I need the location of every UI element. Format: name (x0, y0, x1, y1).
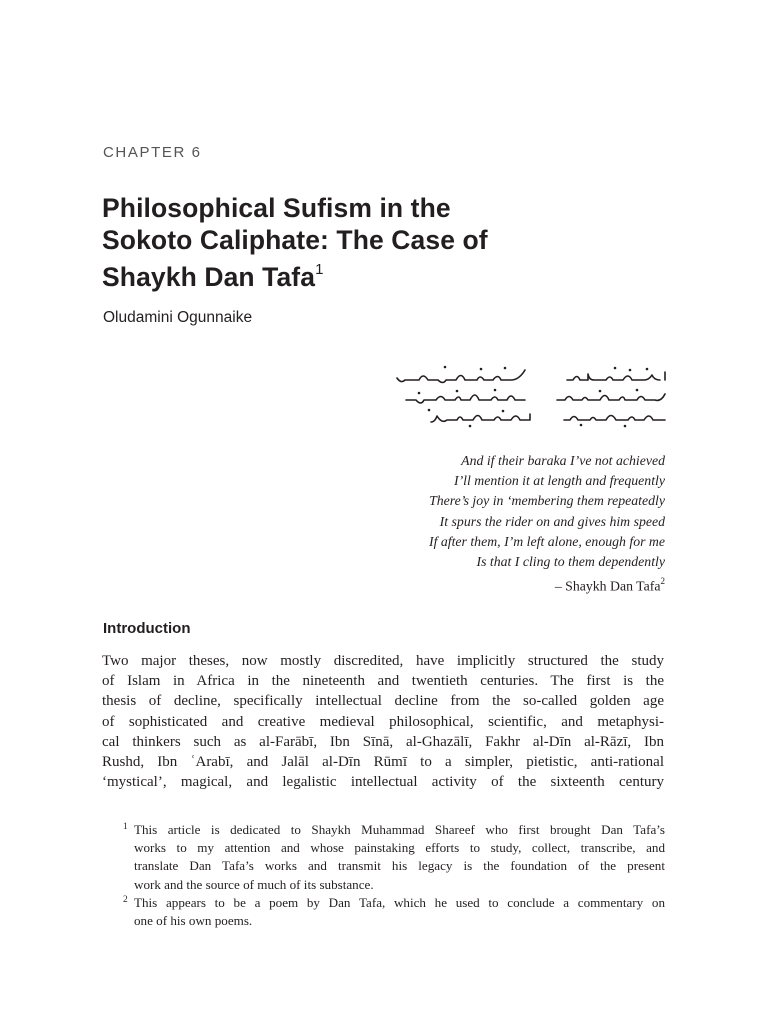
body-line: ‘mystical’, magical, and legalistic intellectual activity of the sixteenth century (102, 774, 664, 791)
epigraph-line: I’ll mention it at length and frequently (453, 473, 665, 489)
chapter-title (102, 192, 562, 293)
epigraph-attribution-text: – Shaykh Dan Tafa (554, 578, 661, 594)
footnote-1 (123, 821, 665, 894)
footnote-line: This article is dedicated to Shaykh Muhammad Shareef who first brought Dan Tafa’s (134, 822, 665, 837)
section-heading: Introduction (103, 620, 191, 637)
epigraph-attribution (429, 572, 665, 597)
footnote-line: translate Dan Tafa’s works and transmit his legacy is the foundation of the present (134, 858, 665, 874)
epigraph-line: There’s joy in ‘membering them repeatedly (429, 493, 665, 509)
body-line: of sophisticated and creative medieval philosophical, scientific, and metaphysi- (102, 713, 664, 730)
footnote-line: works to my attention and whose painstaking efforts to study, collect, transcribe, and (134, 840, 665, 856)
arabic-verse-right-3 (564, 416, 665, 421)
body-paragraph (102, 651, 664, 792)
footnotes (123, 821, 665, 930)
body-line: Rushd, Ibn ʿArabī, and Jalāl al-Dīn Rūmī to a simpler, pietistic, anti-rational (102, 754, 664, 771)
epigraph-line: If after them, I’m left alone, enough for me (428, 533, 665, 549)
footnote-mark: 2 (123, 894, 128, 905)
epigraph (429, 451, 665, 597)
epigraph-line: And if their baraka I’ve not achieved (461, 453, 665, 468)
body-line: Two major theses, now mostly discredited, have implicitly structured the study (102, 653, 664, 669)
arabic-verse-right-1 (567, 372, 665, 380)
footnote-ref-2[interactable]: 2 (660, 576, 665, 587)
epigraph-line: It spurs the rider on and gives him speed (439, 513, 665, 529)
chapter-title-line: Philosophical Sufism in the (102, 193, 451, 223)
epigraph-line: Is that I cling to them dependently (476, 554, 665, 570)
footnote-2 (123, 894, 665, 930)
footnote-line: one of his own poems. (134, 913, 253, 929)
body-line: thesis of decline, specifically intellectual decline from the so-called golden age (102, 693, 664, 710)
footnote-ref-1[interactable]: 1 (315, 261, 324, 278)
arabic-verse-left-1 (397, 370, 525, 383)
chapter-title-line: Shaykh Dan Tafa (102, 261, 316, 292)
chapter-label: CHAPTER 6 (103, 144, 202, 161)
arabic-verse-right-2 (557, 394, 665, 400)
arabic-verse-left-2 (406, 395, 525, 403)
body-line: of Islam in Africa in the nineteenth and twentieth centuries. The first is the (102, 673, 664, 690)
author-name: Oludamini Ogunnaike (103, 309, 253, 326)
footnote-mark: 1 (123, 822, 128, 832)
footnote-line: This appears to be a poem by Dan Tafa, which he used to conclude a commentary on (134, 894, 665, 910)
chapter-title-line: Sokoto Caliphate: The Case of (102, 225, 488, 255)
arabic-verse-left-3 (431, 414, 530, 422)
footnote-line: work and the source of much of its substance. (134, 876, 374, 892)
body-line: cal thinkers such as al-Farābī, Ibn Sīnā, al-Ghazālī, Fakhr al-Dīn al-Rāzī, Ibn (102, 733, 664, 750)
arabic-verses-image (385, 362, 669, 432)
